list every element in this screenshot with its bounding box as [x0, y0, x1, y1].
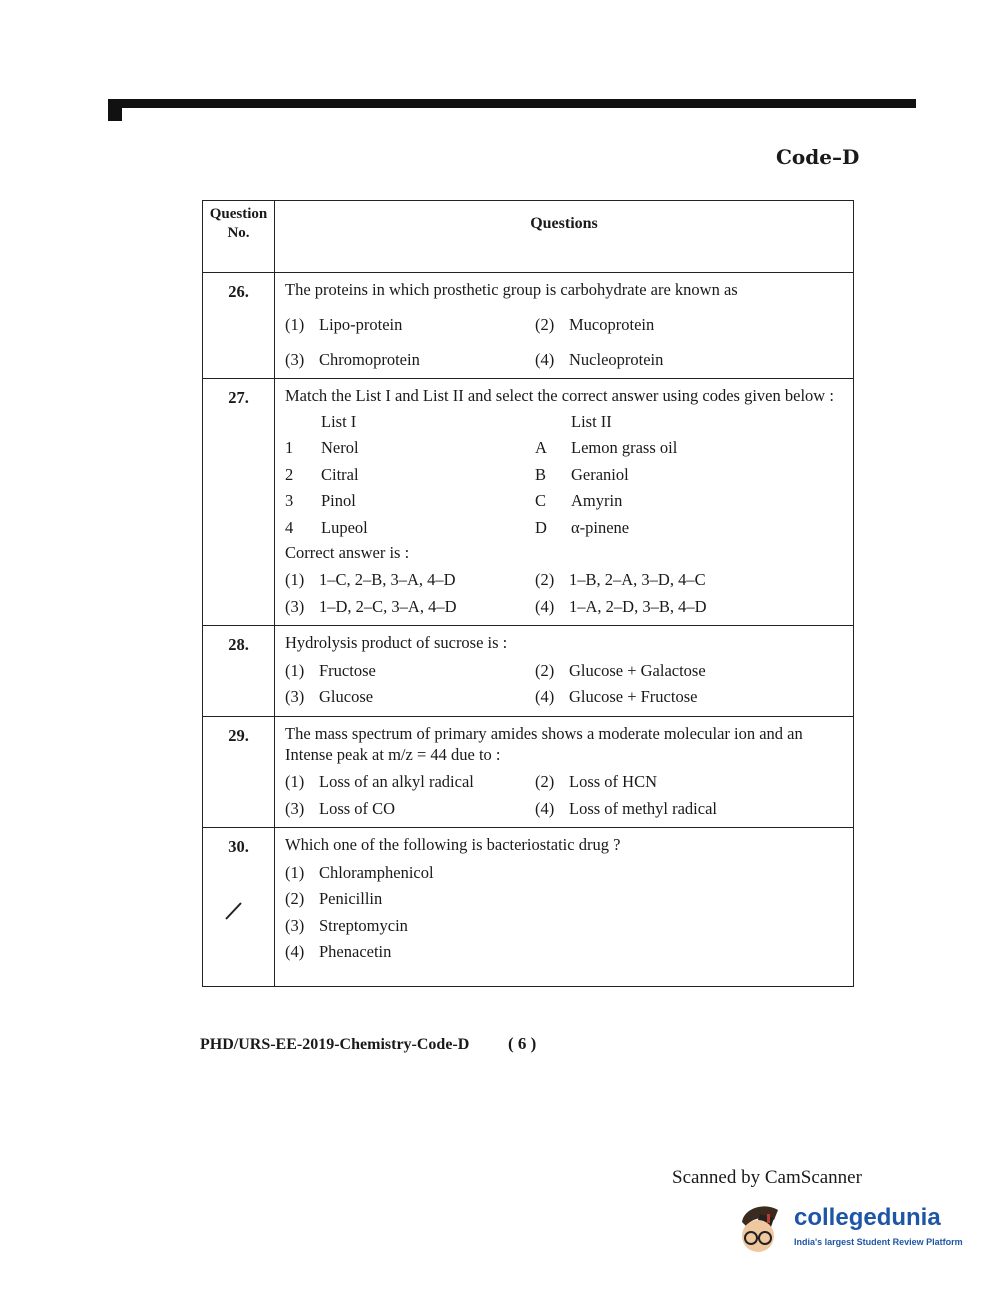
footer-code: PHD/URS-EE-2019-Chemistry-Code-D	[200, 1036, 470, 1053]
option[interactable]: (2) Loss of HCN	[535, 772, 658, 792]
option[interactable]: (3) 1–D, 2–C, 3–A, 4–D	[285, 596, 457, 616]
option[interactable]: (2) Glucose + Galactose	[535, 660, 706, 680]
options-grid	[285, 660, 847, 708]
question-text: The mass spectrum of primary amides shows a moderate molecular ion and an Intense peak at m/z = 44 due to :	[285, 723, 803, 764]
question-row	[203, 273, 854, 379]
option[interactable]: (2) Penicillin	[285, 889, 383, 909]
option[interactable]: (1) Fructose	[285, 660, 376, 680]
mascot-icon	[734, 1200, 790, 1256]
option[interactable]: (2) 1–B, 2–A, 3–D, 4–C	[535, 570, 706, 590]
option[interactable]: (3) Chromoprotein	[285, 349, 420, 369]
option[interactable]: (4) Glucose + Fructose	[535, 687, 698, 707]
option[interactable]: (3) Glucose	[285, 687, 374, 707]
brand-name: collegedunia	[794, 1204, 941, 1231]
handwritten-tick-mark	[223, 900, 245, 928]
option[interactable]: (1) Loss of an alkyl radical	[285, 772, 474, 792]
question-text: Hydrolysis product of sucrose is :	[285, 633, 508, 653]
list2-item: A Lemon grass oil	[535, 438, 678, 458]
option[interactable]: (4) 1–A, 2–D, 3–B, 4–D	[535, 596, 707, 616]
question-body	[275, 828, 854, 987]
question-row	[203, 626, 854, 716]
option[interactable]: (2) Mucoprotein	[535, 315, 655, 335]
question-row	[203, 716, 854, 828]
list2-item: C Amyrin	[535, 491, 623, 511]
option[interactable]: (4) Nucleoprotein	[535, 349, 664, 369]
option[interactable]: (1) 1–C, 2–B, 3–A, 4–D	[285, 570, 456, 590]
question-row	[203, 828, 854, 987]
header-questions: Questions	[275, 201, 854, 273]
table-header-row	[203, 201, 854, 273]
question-body	[275, 716, 854, 828]
question-text: The proteins in which prosthetic group is carbohydrate are known as	[285, 280, 738, 299]
question-number: 28.	[203, 626, 275, 716]
list1-title: List I	[321, 411, 357, 431]
question-body	[275, 626, 854, 716]
option[interactable]: (4) Phenacetin	[285, 942, 392, 962]
match-lists	[285, 411, 847, 538]
question-row	[203, 379, 854, 626]
brand-logo	[734, 1200, 964, 1260]
question-number: 30.	[203, 828, 275, 987]
question-text: Match the List I and List II and select the correct answer using codes given below :	[285, 386, 834, 406]
answer-label: Correct answer is :	[285, 542, 410, 562]
scanned-by-text: Scanned by CamScanner	[672, 1167, 862, 1188]
options-list	[285, 862, 847, 963]
question-text: Which one of the following is bacteriostatic drug ?	[285, 835, 621, 855]
list1-item: 3 Pinol	[285, 491, 356, 511]
question-number: 26.	[203, 273, 275, 379]
option[interactable]: (4) Loss of methyl radical	[535, 798, 718, 818]
brand-tagline: India's largest Student Review Platform	[794, 1237, 963, 1247]
list2-title: List II	[571, 411, 612, 431]
top-border-bar	[108, 99, 916, 108]
question-number: 27.	[203, 379, 275, 626]
list2-item: D α-pinene	[535, 517, 630, 537]
option[interactable]: (3) Streptomycin	[285, 915, 408, 935]
list1-item: 4 Lupeol	[285, 517, 368, 537]
option[interactable]: (1) Lipo-protein	[285, 315, 403, 335]
option[interactable]: (1) Chloramphenicol	[285, 862, 434, 882]
question-number: 29.	[203, 716, 275, 828]
options-grid	[285, 314, 847, 370]
option[interactable]: (3) Loss of CO	[285, 798, 396, 818]
top-border-corner	[108, 99, 122, 121]
paper-code-label: Code–D	[776, 145, 860, 169]
question-table	[202, 200, 854, 987]
header-question-no: Question No.	[203, 201, 275, 273]
options-grid	[285, 569, 847, 617]
options-grid	[285, 771, 847, 819]
list1-item: 1 Nerol	[285, 438, 359, 458]
question-body	[275, 273, 854, 379]
page-number: ( 6 )	[508, 1034, 537, 1053]
question-body	[275, 379, 854, 626]
list2-item: B Geraniol	[535, 464, 629, 484]
list1-item: 2 Citral	[285, 464, 359, 484]
